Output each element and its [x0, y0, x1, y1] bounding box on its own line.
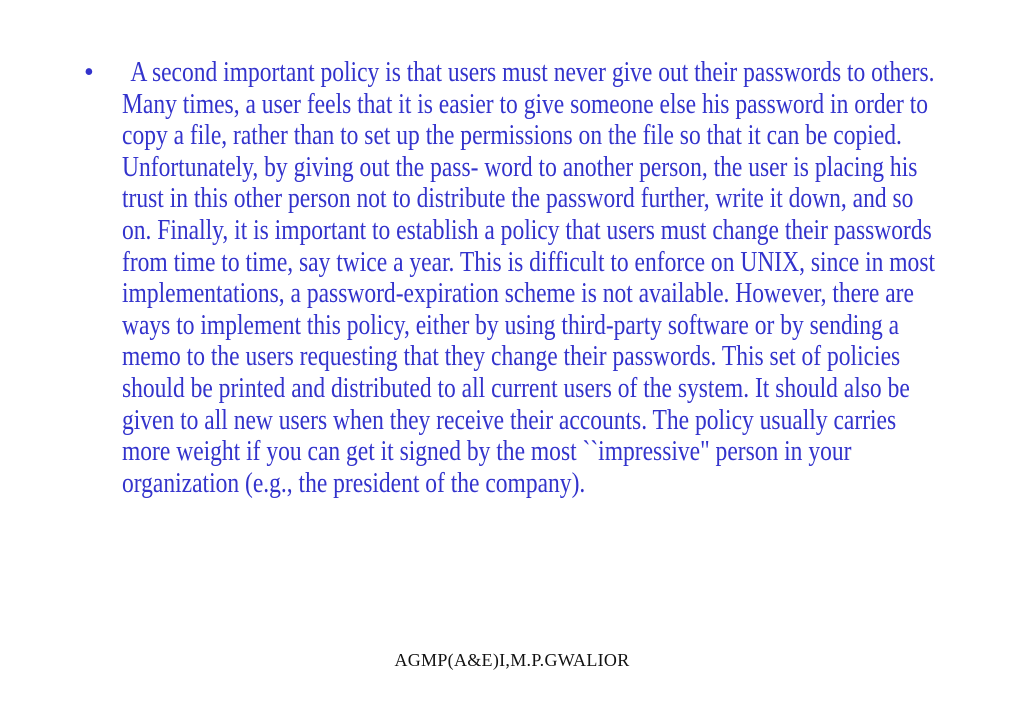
bullet-paragraph: A second important policy is that users must never give out their passwords to others. Many times, a user feels that it is easier to give someone else his password in order to copy a file, rather than to set up the permissions on the file so that it can be copied. Unfortunately, by giving out the pass- word to another person, the user is placing his trust in this other person not to distribute the password further, write it down, and so on. Finally, it is important to establish a policy that users must change their passwords from time to time, say twice a year. This is difficult to enforce on UNIX, since in most implementations, a password-expiration scheme is not available. However, there are ways to implement this policy, either by using third-party software or by sending a memo to the users requesting that they change their passwords. This set of policies should be printed and distributed to all current users of the system. It should also be given to all new users when they receive their accounts. The policy usually carries more weight if you can get it signed by the most ``impressive" person in your organization (e.g., the president of the company).: [122, 57, 936, 499]
footer-text: AGMP(A&E)I,M.P.GWALIOR: [394, 650, 630, 670]
bullet-icon: •: [84, 57, 94, 88]
